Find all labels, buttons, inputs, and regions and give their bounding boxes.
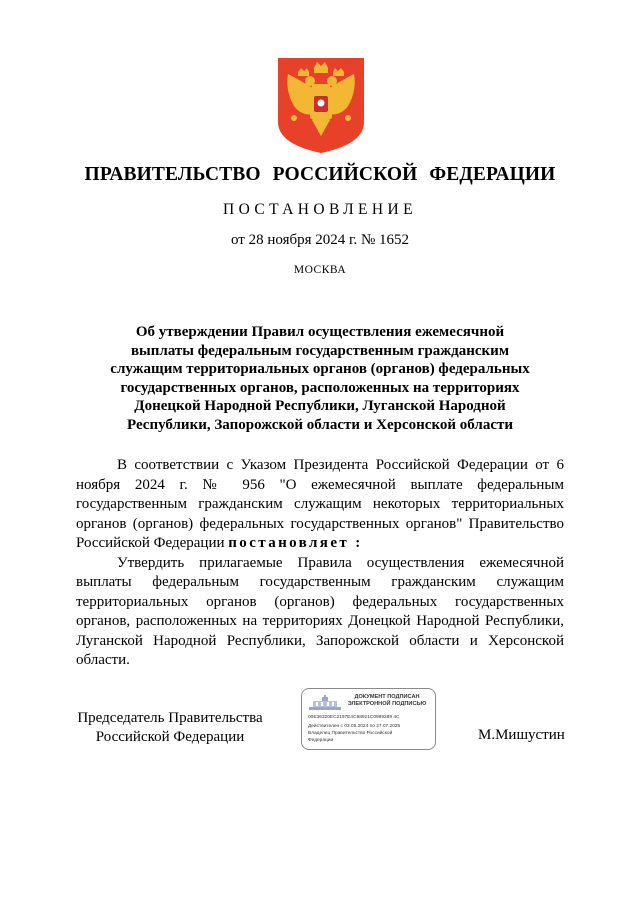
government-title: ПРАВИТЕЛЬСТВО РОССИЙСКОЙ ФЕДЕРАЦИИ <box>84 164 556 185</box>
title-line: выплаты федеральным государственным гражданским <box>130 342 510 359</box>
position-line: Российской Федерации <box>95 729 245 745</box>
preamble-paragraph <box>76 456 564 554</box>
document-type: ПОСТАНОВЛЕНИЕ <box>223 201 417 218</box>
resolution-body <box>76 456 564 671</box>
date-and-number: от 28 ноября 2024 г. № 1652 <box>230 232 410 248</box>
preamble-text: В соответствии с Указом Президента Российской Федерации от 6 ноября 2024 г. № 956 "О ежемесячной выплате федеральным государственным гражданским служащим некоторых территориальных органов (органов) федеральных государственных органов" Правительство Российской Федерации <box>76 457 564 551</box>
stamp-header-line: ЭЛЕКТРОННОЙ ПОДПИСЬЮ <box>347 701 427 707</box>
emblem-orb <box>345 115 351 121</box>
decree-keyword: постановляет : <box>228 535 363 551</box>
city: МОСКВА <box>293 264 347 276</box>
title-line: служащим территориальных органов (органов) федеральных <box>110 361 530 377</box>
stamp-header-line: ДОКУМЕНТ ПОДПИСАН <box>354 694 420 700</box>
emblem-rider <box>318 100 325 107</box>
title-line: Донецкой Народной Республики, Луганской Народной <box>134 398 506 414</box>
stamp-header <box>342 694 432 708</box>
title-line: государственных органов, расположенных на территориях <box>120 379 520 396</box>
owner-line: Владелец Правительство Российской <box>308 731 393 736</box>
title-line: Республики, Запорожской области и Херсонской области <box>126 416 513 433</box>
certificate-serial: 00E36320EC2197E4C98921C0999289 4C <box>308 715 400 720</box>
decision-paragraph: Утвердить прилагаемые Правила осуществления ежемесячной выплаты федеральным государственным гражданским служащим территориальных органов (органов) федеральных государственных органов, расположенных на территориях Донецкой Народной Республики, Луганской Народной Республики, Запорожской области и Херсонской области. <box>76 554 564 668</box>
owner-line: Федерации <box>308 737 334 743</box>
position-line: Председатель Правительства <box>77 710 263 726</box>
title-line: Об утверждении Правил осуществления ежемесячной <box>135 324 505 340</box>
emblem-scepter <box>291 115 297 121</box>
government-building-icon <box>308 695 342 711</box>
resolution-title <box>95 323 545 434</box>
signatory-position <box>60 709 280 747</box>
signatory-name: М.Мишустин <box>478 727 565 743</box>
electronic-signature-stamp <box>301 688 436 750</box>
coat-of-arms-icon <box>276 56 366 155</box>
certificate-owner <box>308 731 428 744</box>
certificate-validity: Действителен с 03.05.2024 по 27.07.2025 <box>308 724 401 729</box>
